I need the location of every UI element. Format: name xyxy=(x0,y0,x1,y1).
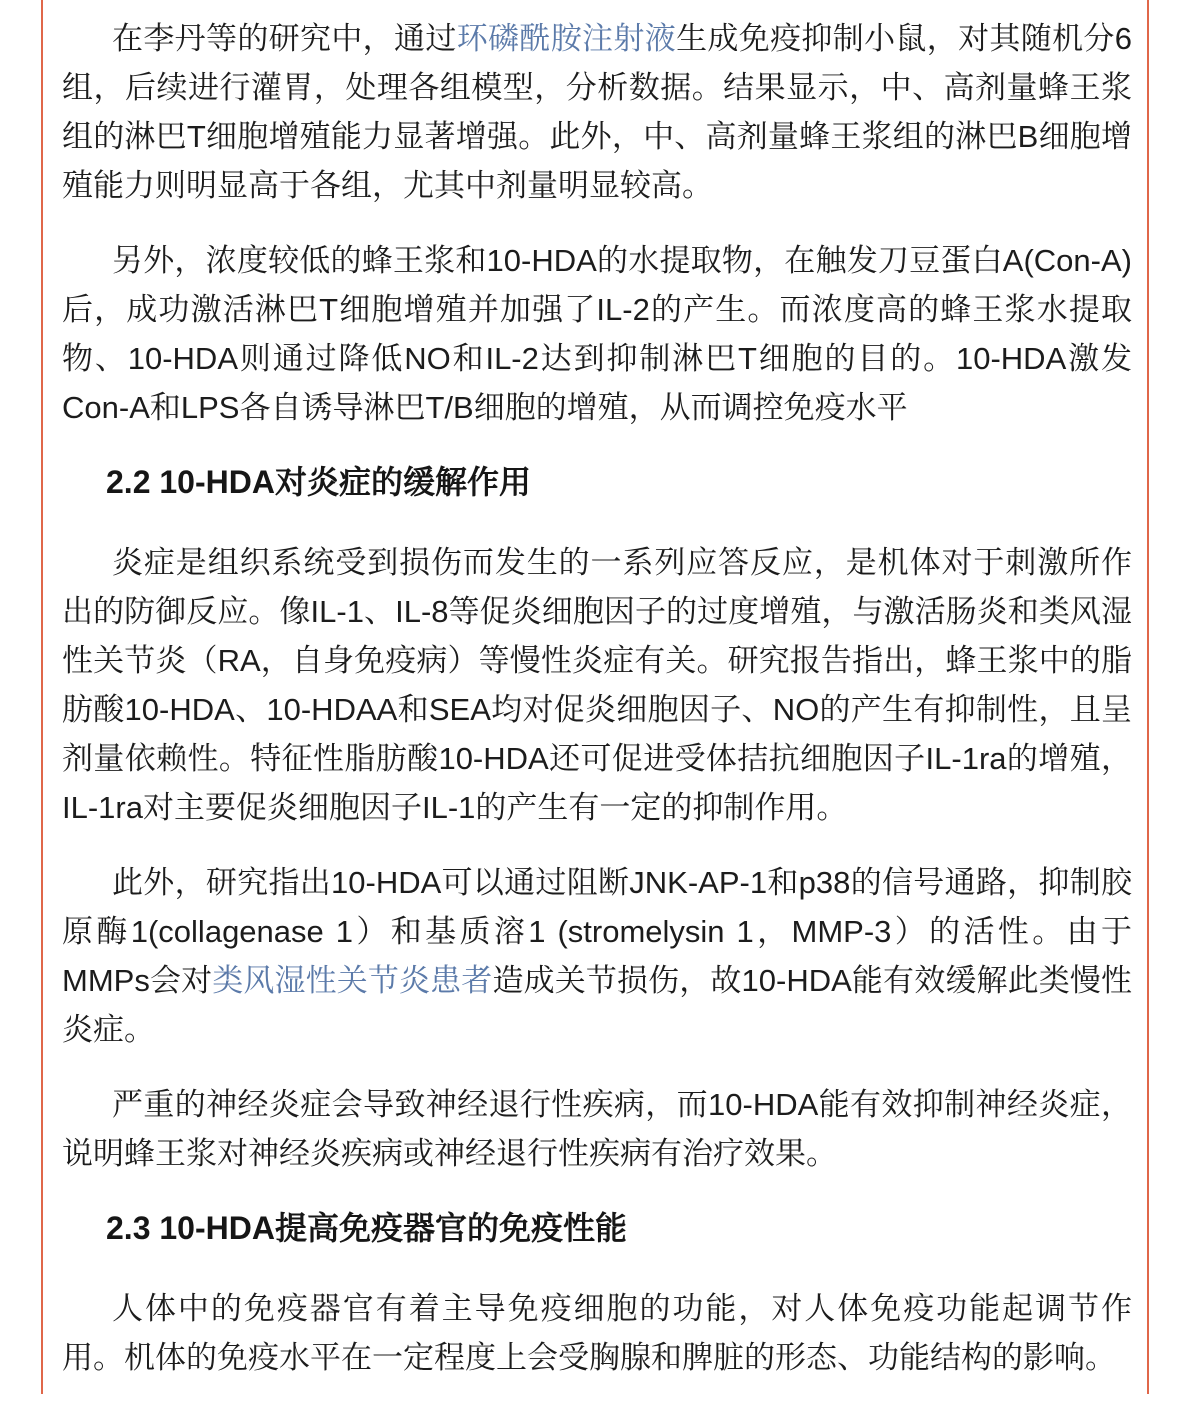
article-body xyxy=(62,0,1132,1408)
paragraph-immunosuppressed-mice-study xyxy=(62,14,1132,210)
paragraph-water-extract-il2 xyxy=(62,236,1132,432)
text-run: 炎症是组织系统受到损伤而发生的一系列应答反应，是机体对于刺激所作出的防御反应。像IL-1、IL-8等促炎细胞因子的过度增殖，与激活肠炎和类风湿性关节炎（RA，自身免疫病）等慢性炎症有关。研究报告指出，蜂王浆中的脂肪酸10-HDA、10-HDAA和SEA均对促炎细胞因子、NO的产生有抑制性，且呈剂量依赖性。特征性脂肪酸10-HDA还可促进受体拮抗细胞因子IL-1ra的增殖，IL-1ra对主要促炎细胞因子IL-1的产生有一定的抑制作用。 xyxy=(62,545,1132,825)
text-run: 生成免疫抑制小鼠，对其随机分6组，后续进行灌胃，处理各组模型，分析数据。结果显示，中、高剂量蜂王浆组的淋巴T细胞增殖能力显著增强。此外，中、高剂量蜂王浆组的淋巴B细胞增殖能力则明显高于各组，尤其中剂量明显较高。 xyxy=(62,21,1133,203)
text-run: 造成关节损伤，故10-HDA能有效缓解此类慢性炎症。 xyxy=(62,963,1132,1047)
page-edge-line-left xyxy=(41,0,43,1394)
section-heading-2-3: 2.3 10-HDA提高免疫器官的免疫性能 xyxy=(106,1210,627,1246)
page-edge-line-right xyxy=(1147,0,1149,1394)
text-run: 在李丹等的研究中，通过 xyxy=(112,21,457,56)
paragraph-jnk-ap1-mmp xyxy=(62,858,1132,1054)
text-run: 此外，研究指出10-HDA可以通过阻断JNK-AP-1和p38的信号通路，抑制胶原酶1(collagenase 1）和基质溶1 (stromelysin 1，MMP-3）的活性。由于MMPs会对 xyxy=(62,865,1132,998)
text-run: 另外，浓度较低的蜂王浆和10-HDA的水提取物，在触发刀豆蛋白A(Con-A)后，成功激活淋巴T细胞增殖并加强了IL-2的产生。而浓度高的蜂王浆水提取物、10-HDA则通过降低NO和IL-2达到抑制淋巴T细胞的目的。10-HDA激发Con-A和LPS各自诱导淋巴T/B细胞的增殖，从而调控免疫水平 xyxy=(62,243,1132,425)
section-heading-2-2: 2.2 10-HDA对炎症的缓解作用 xyxy=(106,464,531,500)
link-rheumatoid-arthritis-patients[interactable]: 类风湿性关节炎患者 xyxy=(212,963,493,998)
text-run: 严重的神经炎症会导致神经退行性疾病，而10-HDA能有效抑制神经炎症，说明蜂王浆对神经炎疾病或神经退行性疾病有治疗效果。 xyxy=(62,1087,1132,1171)
text-run: 人体中的免疫器官有着主导免疫细胞的功能，对人体免疫功能起调节作用。机体的免疫水平在一定程度上会受胸腺和脾脏的形态、功能结构的影响。 xyxy=(62,1291,1132,1375)
link-cyclophosphamide-injection[interactable]: 环磷酰胺注射液 xyxy=(456,21,677,56)
paragraph-inflammation-overview xyxy=(62,538,1132,832)
paragraph-immune-organs xyxy=(62,1284,1132,1382)
paragraph-neuroinflammation xyxy=(62,1080,1132,1178)
